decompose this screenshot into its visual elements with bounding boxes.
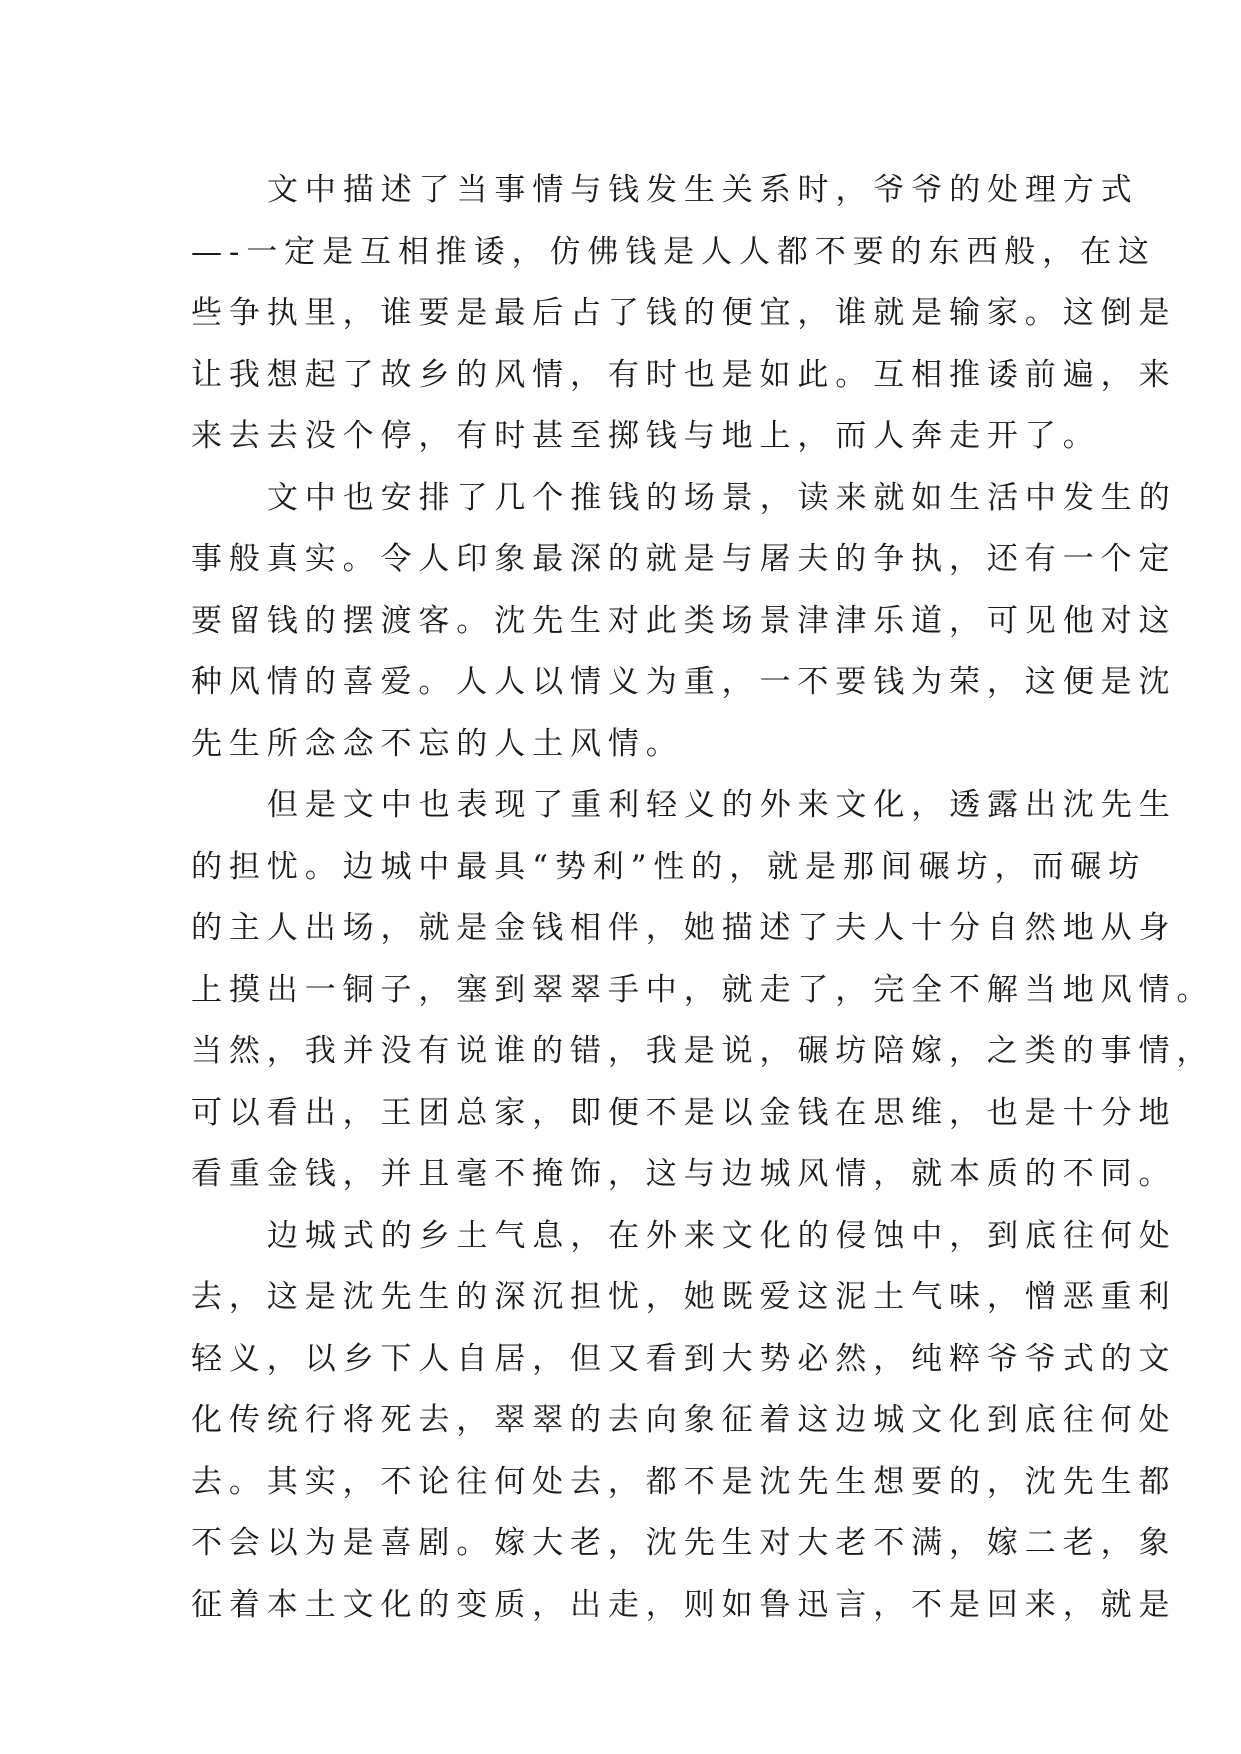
text-line: 征着本土文化的变质，出走，则如鲁迅言，不是回来，就是 <box>191 1586 1177 1623</box>
text-line: 的担忧。边城中最具“势利”性的，就是那间碾坊，而碾坊 <box>191 848 1147 885</box>
text-line: 看重金钱，并且毫不掩饰，这与边城风情，就本质的不同。 <box>191 1156 1177 1192</box>
text-line: 但是文中也表现了重利轻义的外来文化，透露出沈先生 <box>267 787 1177 823</box>
text-line: 种风情的喜爱。人人以情义为重，一不要钱为荣，这便是沈 <box>191 664 1177 700</box>
text-line: 不会以为是喜剧。嫁大老，沈先生对大老不满，嫁二老，象 <box>191 1525 1177 1561</box>
text-line: 的主人出场，就是金钱相伴，她描述了夫人十分自然地从身 <box>191 910 1177 946</box>
text-line: 轻义，以乡下人自居，但又看到大势必然，纯粹爷爷式的文 <box>191 1340 1177 1377</box>
text-line: 当然，我并没有说谁的错，我是说，碾坊陪嫁，之类的事情， <box>191 1033 1215 1069</box>
text-line: 化传统行将死去，翠翠的去向象征着这边城文化到底往何处 <box>191 1402 1177 1438</box>
body-text <box>191 160 1215 1636</box>
text-line: 文中也安排了几个推钱的场景，读来就如生活中发生的 <box>267 479 1177 516</box>
text-line: 些争执里，谁要是最后占了钱的便宜，谁就是输家。这倒是 <box>191 295 1177 331</box>
text-line: 让我想起了故乡的风情，有时也是如此。互相推诿前遍，来 <box>191 356 1177 393</box>
text-line: 要留钱的摆渡客。沈先生对此类场景津津乐道，可见他对这 <box>191 602 1177 639</box>
text-line: 来去去没个停，有时甚至掷钱与地上，而人奔走开了。 <box>191 418 1101 454</box>
text-line: 边城式的乡土气息，在外来文化的侵蚀中，到底往何处 <box>267 1217 1177 1254</box>
text-line: 先生所念念不忘的人土风情。 <box>191 725 684 762</box>
text-line: 去。其实，不论往何处去，都不是沈先生想要的，沈先生都 <box>191 1463 1177 1500</box>
text-line: 文中描述了当事情与钱发生关系时，爷爷的处理方式 <box>267 172 1139 208</box>
text-line: 可以看出，王团总家，即便不是以金钱在思维，也是十分地 <box>191 1094 1177 1131</box>
text-line: 事般真实。令人印象最深的就是与屠夫的争执，还有一个定 <box>191 541 1177 577</box>
text-line: 去，这是沈先生的深沉担忧，她既爱这泥土气味，憎恶重利 <box>191 1279 1177 1315</box>
text-line: 上摸出一铜子，塞到翠翠手中，就走了，完全不解当地风情。 <box>191 971 1215 1008</box>
text-line: —-一定是互相推诿，仿佛钱是人人都不要的东西般，在这 <box>191 233 1156 270</box>
